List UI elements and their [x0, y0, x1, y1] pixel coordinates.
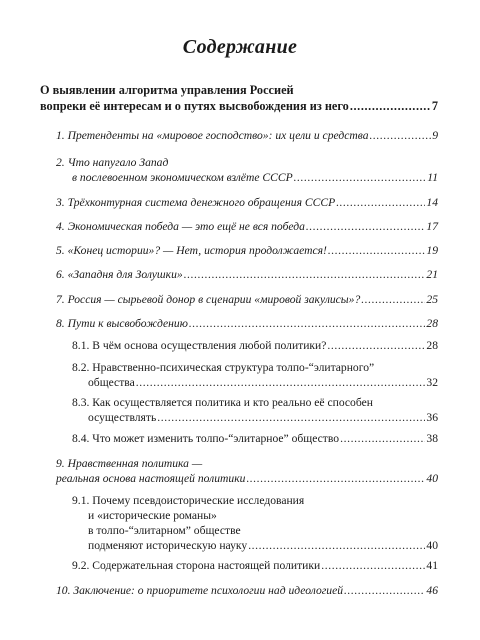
toc-entry-line: 8. Пути к высвобождению: [56, 317, 188, 330]
toc-entry-1[interactable]: [56, 128, 438, 143]
toc-page-number: 32: [426, 376, 438, 389]
dot-leader: [248, 538, 425, 553]
toc-entry-line: в толпо-“элитарном” обществе: [88, 524, 241, 537]
dot-leader: [370, 128, 432, 143]
toc-entry-line: реальная основа настоящей политики: [56, 472, 246, 485]
dot-leader: [350, 98, 431, 114]
toc-entry-2[interactable]: [56, 155, 438, 185]
toc-entry-line: 9. Нравственная политика —: [56, 457, 203, 470]
toc-entry-line: О выявлении алгоритма управления Россией: [40, 83, 294, 97]
toc-page-number: 28: [426, 339, 438, 352]
toc-page-number: 28: [426, 317, 438, 330]
toc-page-number: 36: [426, 411, 438, 424]
dot-leader: [328, 243, 425, 258]
toc-entry-4[interactable]: [56, 219, 438, 234]
dot-leader: [340, 431, 425, 446]
dot-leader: [189, 316, 426, 331]
dot-leader: [327, 338, 425, 353]
dot-leader: [361, 292, 425, 307]
toc-page-number: 14: [426, 196, 438, 209]
toc-entry-line: 7. Россия — сырьевой донор в сценарии «мировой закулисы»?: [56, 293, 361, 306]
toc-entry-line: 8.3. Как осуществляется политика и кто реально её способен: [72, 396, 373, 409]
toc-entry-8[interactable]: [56, 316, 438, 331]
toc-entry-5[interactable]: [56, 243, 438, 258]
toc-entry-line: осуществлять: [88, 411, 157, 424]
toc-entry-8-2[interactable]: [72, 360, 438, 390]
toc-entry-8-4[interactable]: [72, 431, 438, 446]
toc-entry-9-1[interactable]: [72, 493, 438, 553]
dot-leader: [306, 219, 425, 234]
page-title: Содержание: [182, 36, 298, 58]
toc-entry-main[interactable]: [40, 82, 438, 114]
dot-leader: [294, 170, 427, 185]
toc-page-number: 19: [426, 244, 438, 257]
toc-page-number: 41: [426, 559, 438, 572]
toc-entry-line: 3. Трёхконтурная система денежного обращения СССР: [56, 196, 336, 209]
dot-leader: [157, 410, 425, 425]
dot-leader: [184, 267, 426, 282]
dot-leader: [321, 558, 425, 573]
toc-page-number: 40: [426, 472, 438, 485]
dot-leader: [136, 375, 426, 390]
toc-entry-line: 10. Заключение: о приоритете психологии над идеологией: [56, 584, 344, 597]
toc-entry-line: вопреки её интересам и о путях высвобождения из него: [40, 99, 349, 113]
toc-entry-line: 8.1. В чём основа осуществления любой политики?: [72, 339, 327, 352]
toc-entry-line: 4. Экономическая победа — это ещё не вся победа: [56, 220, 305, 233]
toc-entry-line: 8.2. Нравственно-психическая структура толпо-“элитарного”: [72, 361, 375, 374]
toc-page-number: 46: [426, 584, 438, 597]
toc-entry-line: 1. Претенденты на «мировое господство»: их цели и средства: [56, 129, 369, 142]
dot-leader: [344, 583, 425, 598]
toc-entry-3[interactable]: [56, 195, 438, 210]
toc-entry-7[interactable]: [56, 292, 438, 307]
toc-entry-8-3[interactable]: [72, 395, 438, 425]
toc-entry-line: подменяют историческую науку: [88, 539, 248, 552]
toc-entry-line: и «исторические романы»: [88, 509, 217, 522]
toc-entry-line: 9.2. Содержательная сторона настоящей политики: [72, 559, 321, 572]
toc-page-number: 40: [426, 539, 438, 552]
toc-entry-9[interactable]: [56, 456, 438, 486]
toc-page-number: 11: [427, 171, 438, 184]
toc-entry-line: в послевоенном экономическом взлёте СССР: [72, 171, 293, 184]
toc-page-number: 38: [426, 432, 438, 445]
dot-leader: [246, 471, 425, 486]
toc-entry-6[interactable]: [56, 267, 438, 282]
toc-page-number: 25: [426, 293, 438, 306]
toc-entry-line: 9.1. Почему псевдоисторические исследования: [72, 494, 305, 507]
dot-leader: [336, 195, 425, 210]
toc-entry-10[interactable]: [56, 583, 438, 598]
toc-page-number: 17: [426, 220, 438, 233]
toc-page-number: 21: [426, 268, 438, 281]
toc-entry-9-2[interactable]: [72, 558, 438, 573]
toc-entry-line: 5. «Конец истории»? — Нет, история продолжается!: [56, 244, 327, 257]
toc-entry-line: 6. «Западня для Золушки»: [56, 268, 183, 281]
toc-entry-8-1[interactable]: [72, 338, 438, 353]
toc-entry-line: общества: [88, 376, 135, 389]
toc-page-number: 7: [431, 99, 438, 113]
toc-page-number: 9: [432, 129, 438, 142]
toc-entry-line: 8.4. Что может изменить толпо-“элитарное” общество: [72, 432, 340, 445]
toc-entry-line: 2. Что напугало Запад: [56, 156, 169, 169]
